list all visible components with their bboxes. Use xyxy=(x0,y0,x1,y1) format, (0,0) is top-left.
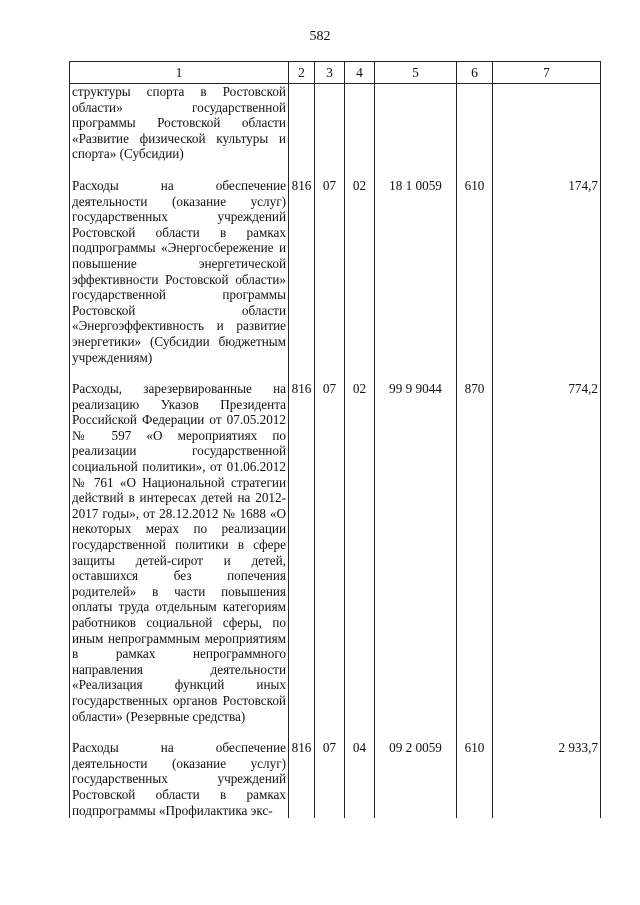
row-amount: 2 933,7 xyxy=(493,740,601,818)
row-section: 07 xyxy=(315,740,345,818)
header-col-4: 4 xyxy=(345,62,375,84)
table-row xyxy=(70,84,601,162)
header-col-5: 5 xyxy=(375,62,457,84)
table-row xyxy=(70,740,601,818)
table-row xyxy=(70,381,601,724)
row-subsection: 02 xyxy=(345,178,375,365)
header-col-7: 7 xyxy=(493,62,601,84)
page-number: 582 xyxy=(309,29,331,44)
row-target-article: 99 9 9044 xyxy=(375,381,457,724)
row-ministry-code: 816 xyxy=(289,178,315,365)
table-header-row xyxy=(70,62,601,84)
header-col-3: 3 xyxy=(315,62,345,84)
row-subsection: 02 xyxy=(345,381,375,724)
row-spacer xyxy=(70,724,601,740)
row-target-article: 09 2 0059 xyxy=(375,740,457,818)
row-ministry-code: 816 xyxy=(289,381,315,724)
row-expense-type: 610 xyxy=(457,740,493,818)
row-target-article: 18 1 0059 xyxy=(375,178,457,365)
header-col-6: 6 xyxy=(457,62,493,84)
row-subsection: 04 xyxy=(345,740,375,818)
header-col-2: 2 xyxy=(289,62,315,84)
row-description: структуры спорта в Ростовской области» государственной программы Ростовской области «Развитие физической культуры и спорта» (Субсидии) xyxy=(70,84,289,162)
table-row xyxy=(70,178,601,365)
header-col-1: 1 xyxy=(70,62,289,84)
row-section: 07 xyxy=(315,381,345,724)
row-description: Расходы, зарезервированные на реализацию Указов Президента Российской Федерации от 07.05.2012 № 597 «О мероприятиях по реализации государственной социальной политики», от 01.06.2012 № 761 «О Национальной стратегии действий в интересах детей на 2012-2017 годы», от 28.12.2012 № 1688 «О некоторых мерах по реализации государственной политики в сфере защиты детей-сирот и детей, оставшихся без попечения родителей» в части повышения оплаты труда отдельным категориям работников социальной сферы, по иным непрограммным мероприятиям в рамках непрограммного направления деятельности «Реализация функций иных государственных органов Ростовской области» (Резервные средства) xyxy=(70,381,289,724)
row-spacer xyxy=(70,365,601,381)
row-amount: 774,2 xyxy=(493,381,601,724)
row-section xyxy=(315,84,345,162)
row-expense-type: 610 xyxy=(457,178,493,365)
row-expense-type xyxy=(457,84,493,162)
row-amount: 174,7 xyxy=(493,178,601,365)
row-target-article xyxy=(375,84,457,162)
budget-table xyxy=(69,61,601,818)
row-ministry-code xyxy=(289,84,315,162)
row-ministry-code: 816 xyxy=(289,740,315,818)
row-description: Расходы на обеспечение деятельности (оказание услуг) государственных учреждений Ростовской области в рамках подпрограммы «Энергосбережение и повышение энергетической эффективности Ростовской области» государственной программы Ростовской области «Энергоэффективность и развитие энергетики» (Субсидии бюджетным учреждениям) xyxy=(70,178,289,365)
row-expense-type: 870 xyxy=(457,381,493,724)
row-amount xyxy=(493,84,601,162)
row-section: 07 xyxy=(315,178,345,365)
row-spacer xyxy=(70,162,601,178)
row-description: Расходы на обеспечение деятельности (оказание услуг) государственных учреждений Ростовской области в рамках подпрограммы «Профилактика экс- xyxy=(70,740,289,818)
row-subsection xyxy=(345,84,375,162)
